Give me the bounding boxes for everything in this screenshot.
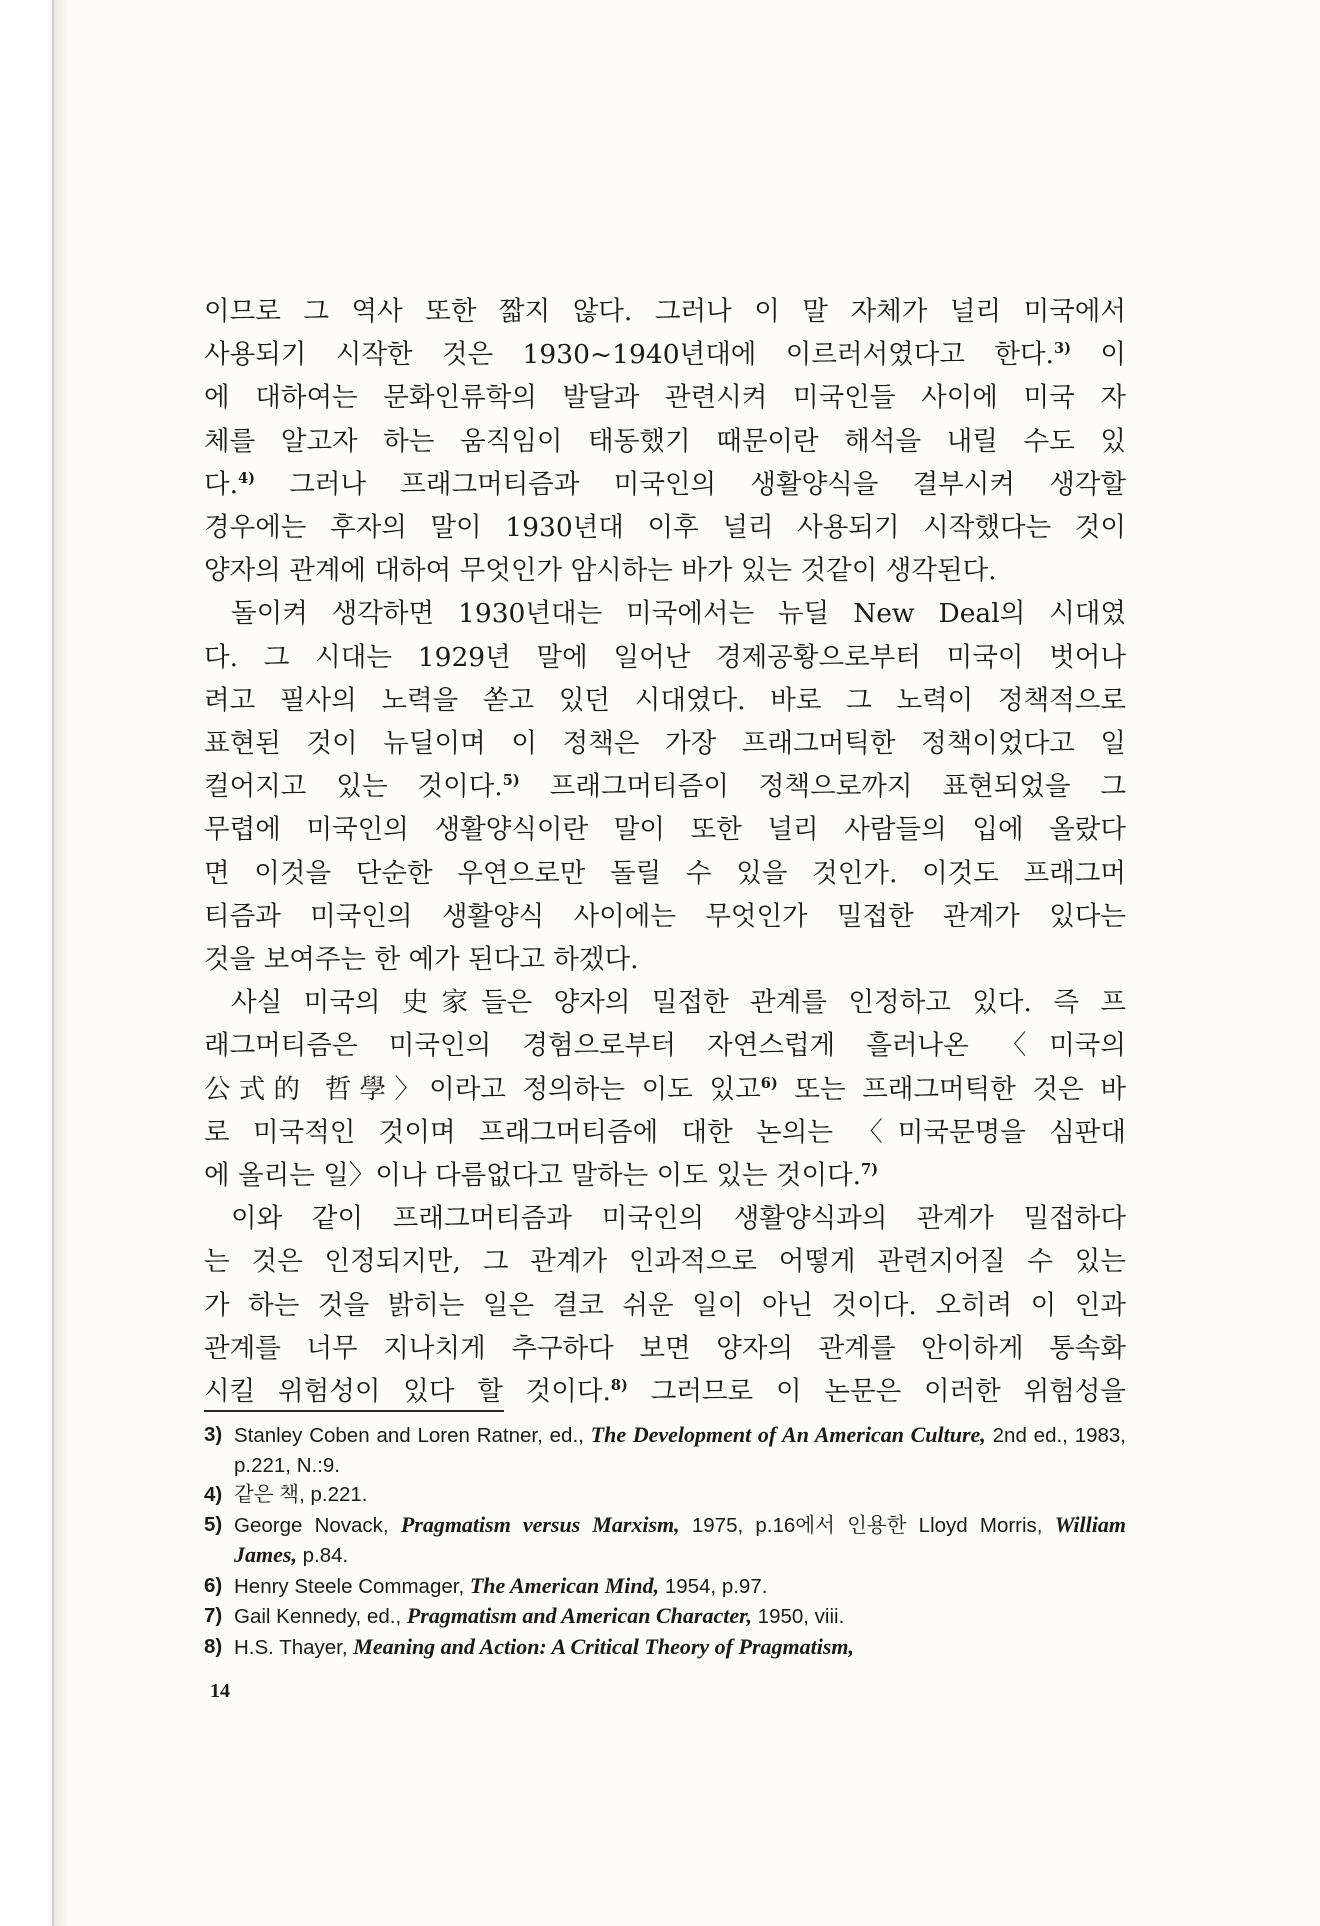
footnote-ref: 4) — [238, 469, 256, 487]
text-line: 는 것은 인정되지만, 그 관계가 인과적으로 어떻게 관련지어질 수 있는 — [204, 1246, 1126, 1278]
footnote-text: George Novack, Pragmatism versus Marxism, 1975, p.16에서 인용한 Lloyd Morris, William James, p.84. — [234, 1511, 1126, 1567]
text-line: 티즘과 미국인의 생활양식 사이에는 무엇인가 밀접한 관계가 있다는 — [204, 900, 1126, 932]
text-line: 다.$^{4)}$ 그러나 프래그머티즘과 미국인의 생활양식을 결부시켜 생각할 — [204, 468, 1126, 500]
footnote-number: 8) — [204, 1634, 223, 1658]
footnote-6 — [204, 1571, 1126, 1602]
text-line: 양자의 관계에 대하여 무엇인가 암시하는 바가 있는 것같이 생각된다. — [204, 555, 997, 587]
footnote-3 — [204, 1420, 1126, 1480]
body-text — [204, 290, 1126, 1413]
text-line: 가 하는 것을 밝히는 일은 결코 쉬운 일이 아닌 것이다. 오히려 이 인과 — [204, 1289, 1126, 1321]
footnote-ref: 3) — [1053, 340, 1072, 358]
footnote-text: Gail Kennedy, ed., Pragmatism and American Character, 1950, viii. — [234, 1603, 845, 1628]
footnote-text: 같은 책, p.221. — [234, 1483, 368, 1506]
footnote-5 — [204, 1510, 1126, 1571]
text-line: 이와 같이 프래그머티즘과 미국인의 생활양식과의 관계가 밀접하다 — [231, 1203, 1126, 1235]
text-line: 려고 필사의 노력을 쏟고 있던 시대였다. 바로 그 노력이 정책적으로 — [204, 684, 1126, 716]
paragraph-3 — [204, 981, 1126, 1197]
footnote-ref: 6) — [760, 1074, 778, 1092]
page-binding-shadow — [54, 0, 68, 1926]
footnote-ref: 5) — [502, 772, 520, 790]
text-line: 표현된 것이 뉴딜이며 이 정책은 가장 프래그머틱한 정책이었다고 일 — [204, 728, 1126, 760]
text-line: 에 대하여는 문화인류학의 발달과 관련시켜 미국인들 사이에 미국 자 — [204, 382, 1126, 414]
text-line: 公式的 哲學〉이라고 정의하는 이도 있고$^{6)}$ 또는 프래그머틱한 것은 바 — [204, 1073, 1126, 1105]
footnote-number: 4) — [204, 1483, 223, 1506]
footnote-number: 7) — [204, 1604, 223, 1627]
footnote-number: 5) — [204, 1512, 223, 1536]
text-line: 래그머티즘은 미국인의 경험으로부터 자연스럽게 흘러나온 〈미국의 — [204, 1030, 1126, 1062]
footnote-4 — [204, 1480, 1126, 1510]
footnote-ref: 8) — [610, 1377, 628, 1395]
footnote-text: Henry Steele Commager, The American Mind, 1954, p.97. — [234, 1572, 768, 1598]
footnote-text: H.S. Thayer, Meaning and Action: A Critical Theory of Pragmatism, — [234, 1633, 855, 1659]
text-line: 시킬 위험성이 있다 할 것이다.$^{8)}$ 그러므로 이 논문은 이러한 위험성을 — [204, 1376, 1126, 1408]
footnote-divider — [204, 1410, 504, 1412]
text-line: 면 이것을 단순한 우연으로만 돌릴 수 있을 것인가. 이것도 프래그머 — [204, 857, 1126, 889]
footnote-number: 6) — [204, 1573, 223, 1597]
text-line: 것을 보여주는 한 예가 된다고 하겠다. — [204, 944, 639, 976]
footnote-ref: 7) — [861, 1161, 879, 1179]
text-line: 관계를 너무 지나치게 추구하다 보면 양자의 관계를 안이하게 통속화 — [204, 1332, 1126, 1364]
text-line: 사용되기 시작한 것은 1930~1940년대에 이르러서였다고 한다.$^{3)}$ 이 — [204, 339, 1126, 371]
footnotes — [204, 1420, 1126, 1662]
text-line: 사실 미국의 史家들은 양자의 밀접한 관계를 인정하고 있다. 즉 프 — [231, 987, 1126, 1019]
page-number: 14 — [210, 1680, 230, 1702]
paragraph-4 — [204, 1197, 1126, 1413]
text-line: 이므로 그 역사 또한 짧지 않다. 그러나 이 말 자체가 널리 미국에서 — [204, 296, 1126, 327]
footnote-8 — [204, 1632, 1126, 1663]
paragraph-2 — [204, 592, 1126, 981]
text-line: 체를 알고자 하는 움직임이 태동했기 때문이란 해석을 내릴 수도 있 — [204, 425, 1126, 457]
text-line: 다. 그 시대는 1929년 말에 일어난 경제공황으로부터 미국이 벗어나 — [204, 641, 1126, 673]
paragraph-1 — [204, 290, 1126, 592]
text-line: 로 미국적인 것이며 프래그머티즘에 대한 논의는 〈미국문명을 심판대 — [204, 1116, 1126, 1148]
text-line: 에 올리는 일〉이나 다름없다고 말하는 이도 있는 것이다.$^{7)}$ — [204, 1160, 879, 1192]
footnote-number: 3) — [204, 1423, 223, 1446]
text-line: 무렵에 미국인의 생활양식이란 말이 또한 널리 사람들의 입에 올랐다 — [204, 814, 1126, 846]
text-line: 경우에는 후자의 말이 1930년대 이후 널리 사용되기 시작했다는 것이 — [204, 512, 1126, 544]
text-line: 돌이켜 생각하면 1930년대는 미국에서는 뉴딜 New Deal의 시대였 — [231, 598, 1126, 630]
text-line: 컬어지고 있는 것이다.$^{5)}$ 프래그머티즘이 정책으로까지 표현되었을 그 — [204, 771, 1127, 803]
footnote-7 — [204, 1601, 1126, 1632]
footnote-text: Stanley Coben and Loren Ratner, ed., The Development of An American Culture, 2nd ed., 1983, p.221, N.:9. — [234, 1422, 1126, 1477]
